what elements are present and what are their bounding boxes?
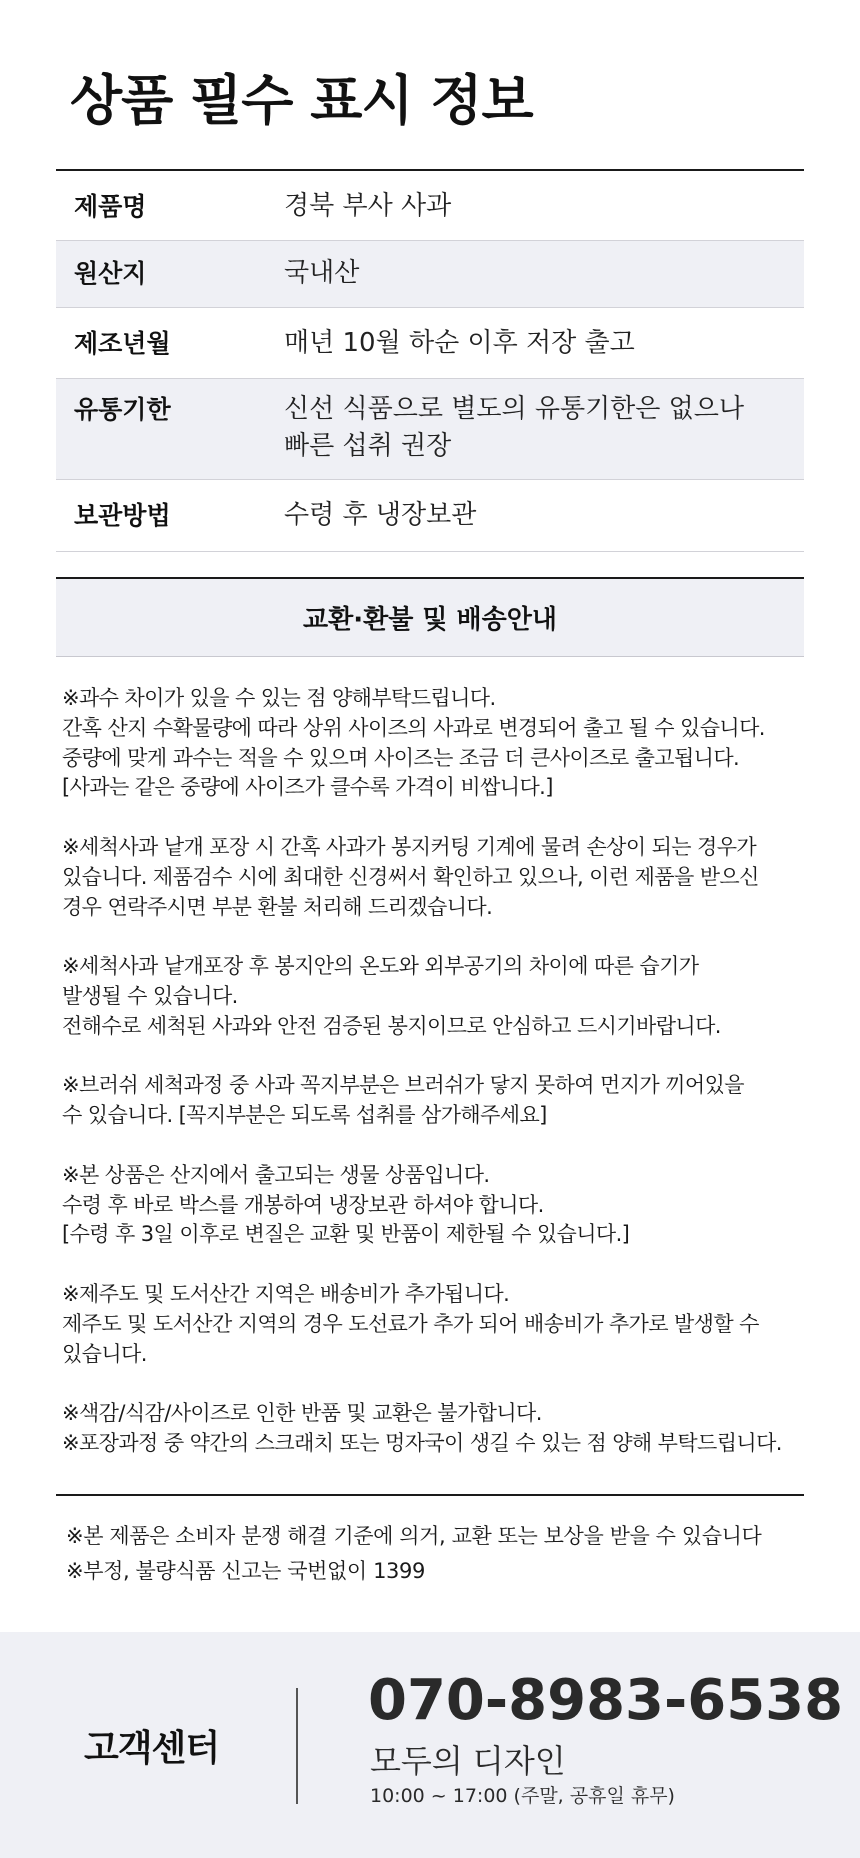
notice-line: 수 있습니다. [꼭지부분은 되도록 섭취를 삼가해주세요] [62, 1103, 547, 1128]
customer-center-label: 고객센터 [84, 1728, 220, 1769]
notice-line: 중량에 맞게 과수는 적을 수 있으며 사이즈는 조금 더 큰사이즈로 출고됩니다. [62, 745, 740, 770]
info-row-manufacture-date [56, 308, 804, 379]
info-value-line: 수령 후 냉장보관 [284, 500, 477, 530]
notice-line: [수령 후 3일 이후로 변질은 교환 및 반품이 제한될 수 있습니다.] [62, 1222, 630, 1247]
info-value [284, 497, 804, 551]
notice-list [62, 684, 822, 1459]
notice-paragraph [62, 1280, 822, 1369]
info-value [284, 255, 804, 307]
customer-center-company: 모두의 디자인 [370, 1742, 566, 1780]
info-value [284, 188, 804, 240]
info-row-expiration [56, 379, 804, 480]
notice-line: 발생될 수 있습니다. [62, 983, 238, 1008]
exchange-heading-text: 교환·환불 및 배송안내 [302, 605, 558, 635]
info-value-line: 국내산 [284, 258, 360, 288]
notice-line: 간혹 산지 수확물량에 따라 상위 사이즈의 사과로 변경되어 출고 될 수 있습니다. [62, 715, 765, 740]
info-label: 보관방법 [74, 501, 171, 530]
product-info-table [56, 169, 804, 552]
notice-paragraph [62, 1071, 822, 1131]
info-value-line: 신선 식품으로 별도의 유통기한은 없으나 [284, 394, 745, 424]
info-value-line: 경북 부사 사과 [284, 191, 452, 221]
customer-center-hours: 10:00 ~ 17:00 (주말, 공휴일 휴무) [370, 1785, 675, 1807]
notice-paragraph [62, 1161, 822, 1250]
notice-line: 있습니다. [62, 1341, 147, 1366]
notice-paragraph [62, 1399, 822, 1459]
info-value [284, 325, 804, 378]
section-divider [56, 1494, 804, 1496]
customer-center-phone: 070-8983-6538 [368, 1668, 844, 1733]
notice-line: ※브러쉬 세척과정 중 사과 꼭지부분은 브러쉬가 닿지 못하여 먼지가 끼어있을 [62, 1073, 744, 1098]
info-value-line: 빠른 섭취 권장 [284, 431, 452, 461]
notice-line: ※과수 차이가 있을 수 있는 점 양해부탁드립니다. [62, 686, 496, 710]
info-label: 원산지 [74, 259, 147, 288]
notice-line: ※본 상품은 산지에서 출고되는 생물 상품입니다. [62, 1162, 490, 1187]
notice-line: [사과는 같은 중량에 사이즈가 클수록 가격이 비쌉니다.] [62, 775, 553, 800]
notice-line: 있습니다. 제품검수 시에 최대한 신경써서 확인하고 있으나, 이런 제품을 받으신 [62, 864, 759, 889]
exchange-section-heading [56, 577, 804, 657]
page-title: 상품 필수 표시 정보 [70, 69, 533, 132]
info-label: 제조년월 [74, 329, 171, 358]
notice-paragraph [62, 952, 822, 1041]
footnote-line: ※본 제품은 소비자 분쟁 해결 기준에 의거, 교환 또는 보상을 받을 수 있습니다 [66, 1524, 762, 1548]
info-row-storage [56, 480, 804, 552]
info-value-line: 매년 10월 하순 이후 저장 출고 [284, 328, 635, 358]
notice-paragraph [62, 684, 822, 803]
notice-line: ※세척사과 낱개 포장 시 간혹 사과가 봉지커팅 기계에 물려 손상이 되는 경우가 [62, 834, 757, 859]
notice-line: ※세척사과 낱개포장 후 봉지안의 온도와 외부공기의 차이에 따른 습기가 [62, 954, 699, 979]
info-label: 유통기한 [74, 395, 171, 424]
info-value [284, 391, 804, 479]
notice-line: ※포장과정 중 약간의 스크래치 또는 멍자국이 생길 수 있는 점 양해 부탁드립니다. [62, 1430, 782, 1455]
footnotes [66, 1519, 826, 1589]
customer-center-separator [296, 1688, 298, 1804]
notice-line: 제주도 및 도서산간 지역의 경우 도선료가 추가 되어 배송비가 추가로 발생할 수 [62, 1311, 759, 1336]
notice-line: 수령 후 바로 박스를 개봉하여 냉장보관 하셔야 합니다. [62, 1192, 544, 1217]
info-label: 제품명 [74, 192, 147, 221]
notice-line: ※제주도 및 도서산간 지역은 배송비가 추가됩니다. [62, 1281, 510, 1306]
info-row-product-name [56, 171, 804, 241]
notice-line: ※색감/식감/사이즈로 인한 반품 및 교환은 불가합니다. [62, 1401, 542, 1426]
footnote-line: ※부정, 불량식품 신고는 국번없이 1399 [66, 1559, 425, 1583]
notice-line: 전해수로 세척된 사과와 안전 검증된 봉지이므로 안심하고 드시기바랍니다. [62, 1013, 721, 1038]
info-row-origin [56, 241, 804, 308]
notice-paragraph [62, 833, 822, 922]
notice-line: 경우 연락주시면 부분 환불 처리해 드리겠습니다. [62, 894, 493, 919]
